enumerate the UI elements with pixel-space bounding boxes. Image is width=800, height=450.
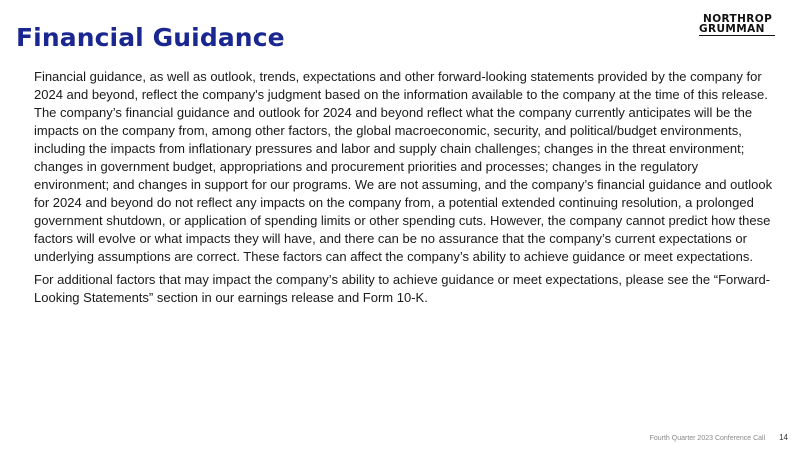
paragraph-guidance-statement: Financial guidance, as well as outlook, trends, expectations and other forward-looking statements provided by the company for 2024 and beyond, reflect the company's judgment based on the information available to the company at the time of this release. The company’s financial guidance and outlook for 2024 and beyond reflect what the company currently anticipates will be the impacts on the company from, among other factors, the global macroeconomic, security, and political/budget environments, including the impacts from inflationary pressures and labor and supply chain challenges; changes in the threat environment; changes in government budget, appropriations and procurement priorities and processes; changes in the regulatory environment; and changes in support for our programs. We are not assuming, and the company’s financial guidance and outlook for 2024 and beyond do not reflect any impacts on the company from, a potential extended continuing resolution, a prolonged government shutdown, or application of spending limits or other spending cuts. However, the company cannot predict how these factors will evolve or what impacts they will have, and there can be no assurance that the company’s current expectations or underlying assumptions are correct. These factors can affect the company’s ability to achieve guidance or meet expectations.	[34, 69, 773, 264]
logo-line-2: GRUMMAN	[699, 24, 775, 36]
page-title: Financial Guidance	[16, 23, 285, 52]
logo-line-1: NORTHROP	[703, 13, 773, 25]
company-logo	[699, 14, 781, 36]
footer-event-label: Fourth Quarter 2023 Conference Call	[649, 435, 766, 442]
guidance-body	[34, 68, 774, 312]
paragraph-additional-factors: For additional factors that may impact the company’s ability to achieve guidance or meet expectations, please see the “Forward-Looking Statements” section in our earnings release and Form 10-K.	[34, 272, 771, 305]
slide-footer	[650, 433, 788, 442]
page-number: 14	[779, 433, 788, 442]
